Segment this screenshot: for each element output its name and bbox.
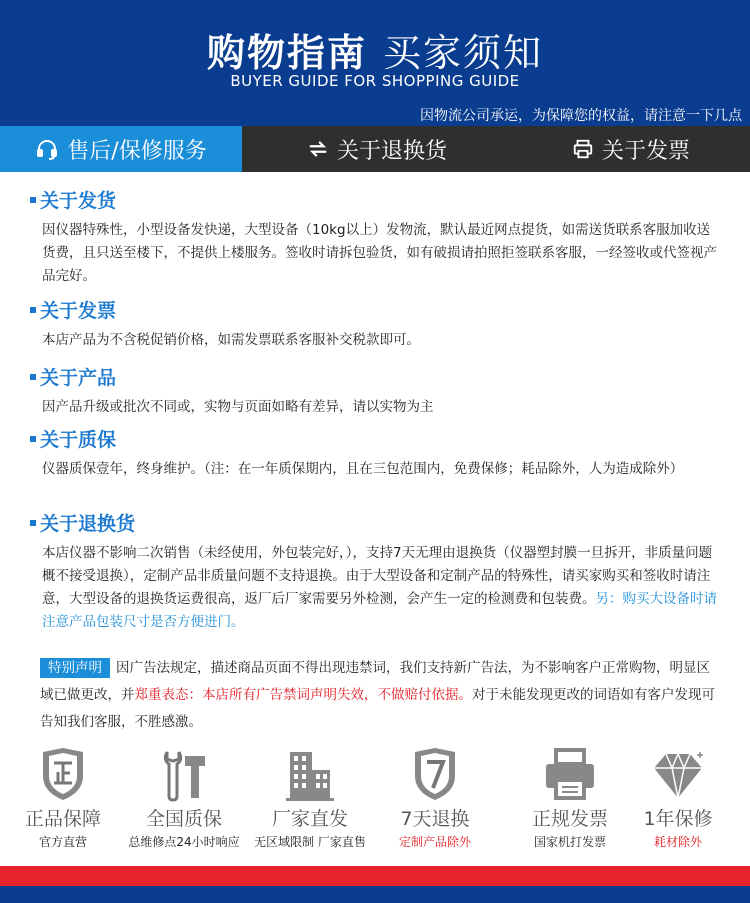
section-heading xyxy=(30,296,720,323)
section-body: 因仪器特殊性，小型设备发快递，大型设备（10kg以上）发物流，默认最近网点提货，如需送货联系客服加收送货费，且只送至楼下，不提供上楼服务。签收时请拆包验货，如有破损请拍照拒签联系客服，一经签收或代签视产品完好。 xyxy=(42,222,717,284)
tab-invoice[interactable] xyxy=(512,126,750,172)
header-note: 因物流公司承运，为保障您的权益，请注意一下几点 xyxy=(420,108,742,124)
notice-text: 因广告法规定，描述商品页面不得出现违禁词，我们支持新广告法，为不影响客户正常购物，明显区域已做更改，并 xyxy=(40,660,710,703)
notice-highlight: 郑重表态：本店所有广告禁词声明失效，不做赔付依据。 xyxy=(134,687,472,703)
feature-title: 正规发票 xyxy=(531,808,608,830)
diamond-icon xyxy=(618,742,738,802)
bottom-red-stripe xyxy=(0,866,750,886)
section-invoice xyxy=(30,296,720,352)
section-body xyxy=(42,542,720,634)
bullet-icon xyxy=(30,520,36,526)
section-heading xyxy=(30,186,720,213)
feature-factory xyxy=(250,742,370,850)
special-notice xyxy=(40,655,720,736)
section-title: 关于质保 xyxy=(40,429,117,451)
notice-badge: 特别声明 xyxy=(40,658,110,678)
page-title-secondary: 买家须知 xyxy=(383,31,544,75)
tools-icon xyxy=(124,742,244,802)
page-subtitle: BUYER GUIDE FOR SHOPPING GUIDE xyxy=(230,72,520,90)
guide-header xyxy=(0,0,750,126)
tab-bar xyxy=(0,126,750,172)
section-body: 仪器质保壹年，终身维护。（注：在一年质保期内，且在三包范围内，免费保修；耗品除外，人为造成除外） xyxy=(42,461,684,477)
feature-subtitle: 耗材除外 xyxy=(653,835,702,849)
section-heading xyxy=(30,363,720,390)
printer-icon xyxy=(572,138,594,160)
tab-label: 售后/保修服务 xyxy=(67,138,207,164)
section-title: 关于产品 xyxy=(40,367,117,389)
headset-icon xyxy=(35,137,59,161)
bullet-icon xyxy=(30,436,36,442)
exchange-icon xyxy=(307,138,329,160)
section-title: 关于退换货 xyxy=(40,513,136,535)
section-heading xyxy=(30,425,720,452)
section-shipping xyxy=(30,186,720,288)
bullet-icon xyxy=(30,197,36,203)
feature-genuine xyxy=(3,742,123,850)
tab-after-sales[interactable] xyxy=(0,126,242,172)
feature-title: 1年保修 xyxy=(643,808,713,830)
feature-title: 全国质保 xyxy=(145,808,222,830)
feature-invoice xyxy=(510,742,630,850)
feature-seven-day-return xyxy=(375,742,495,850)
tab-returns[interactable] xyxy=(242,126,512,172)
feature-subtitle: 定制产品除外 xyxy=(398,835,471,849)
seven-days-shield-icon xyxy=(375,742,495,802)
section-body: 本店产品为不含税促销价格，如需发票联系客服补交税款即可。 xyxy=(42,332,420,348)
section-product xyxy=(30,363,720,419)
factory-icon xyxy=(250,742,370,802)
section-title: 关于发票 xyxy=(40,300,117,322)
feature-title: 7天退换 xyxy=(400,808,470,830)
returns-highlight: 另：购买大设备时请注意产品包装尺寸是否方便进门。 xyxy=(42,591,717,630)
genuine-shield-icon xyxy=(3,742,123,802)
printer-icon xyxy=(510,742,630,802)
section-warranty xyxy=(30,425,720,481)
feature-title: 正品保障 xyxy=(24,808,101,830)
notice-text-end: 对于未能发现更改的词语如有客户发现可告知我们客服，不胜感激。 xyxy=(40,687,715,730)
bullet-icon xyxy=(30,374,36,380)
feature-one-year xyxy=(618,742,738,850)
bullet-icon xyxy=(30,307,36,313)
feature-warranty xyxy=(124,742,244,850)
feature-title: 厂家直发 xyxy=(271,808,348,830)
section-body: 因产品升级或批次不同或，实物与页面如略有差异，请以实物为主 xyxy=(42,399,434,415)
page-title-main: 购物指南 xyxy=(206,31,367,75)
returns-text: 本店仪器不影响二次销售（未经使用，外包装完好，），支持7天无理由退换货（仪器塑封膜一旦拆开，非质量问题概不接受退换），定制产品非质量问题不支持退换。由于大型设备和定制产品的特殊性，请买家购买和签收时请注意，大型设备的退换货运费很高，返厂后厂家需要另外检测，会产生一定的检测费和包装费。 xyxy=(42,545,713,607)
bottom-blue-stripe xyxy=(0,886,750,903)
tab-label: 关于发票 xyxy=(601,138,690,164)
section-title: 关于发货 xyxy=(40,190,117,212)
feature-subtitle: 总维修点24小时响应 xyxy=(128,835,240,849)
section-heading xyxy=(30,509,720,536)
feature-strip xyxy=(0,742,750,852)
feature-subtitle: 国家机打发票 xyxy=(533,835,606,849)
feature-subtitle: 官方直营 xyxy=(38,835,87,849)
page-title xyxy=(0,22,750,77)
feature-subtitle: 无区域限制 厂家直售 xyxy=(254,835,366,849)
section-returns xyxy=(30,509,720,634)
tab-label: 关于退换货 xyxy=(336,138,447,164)
